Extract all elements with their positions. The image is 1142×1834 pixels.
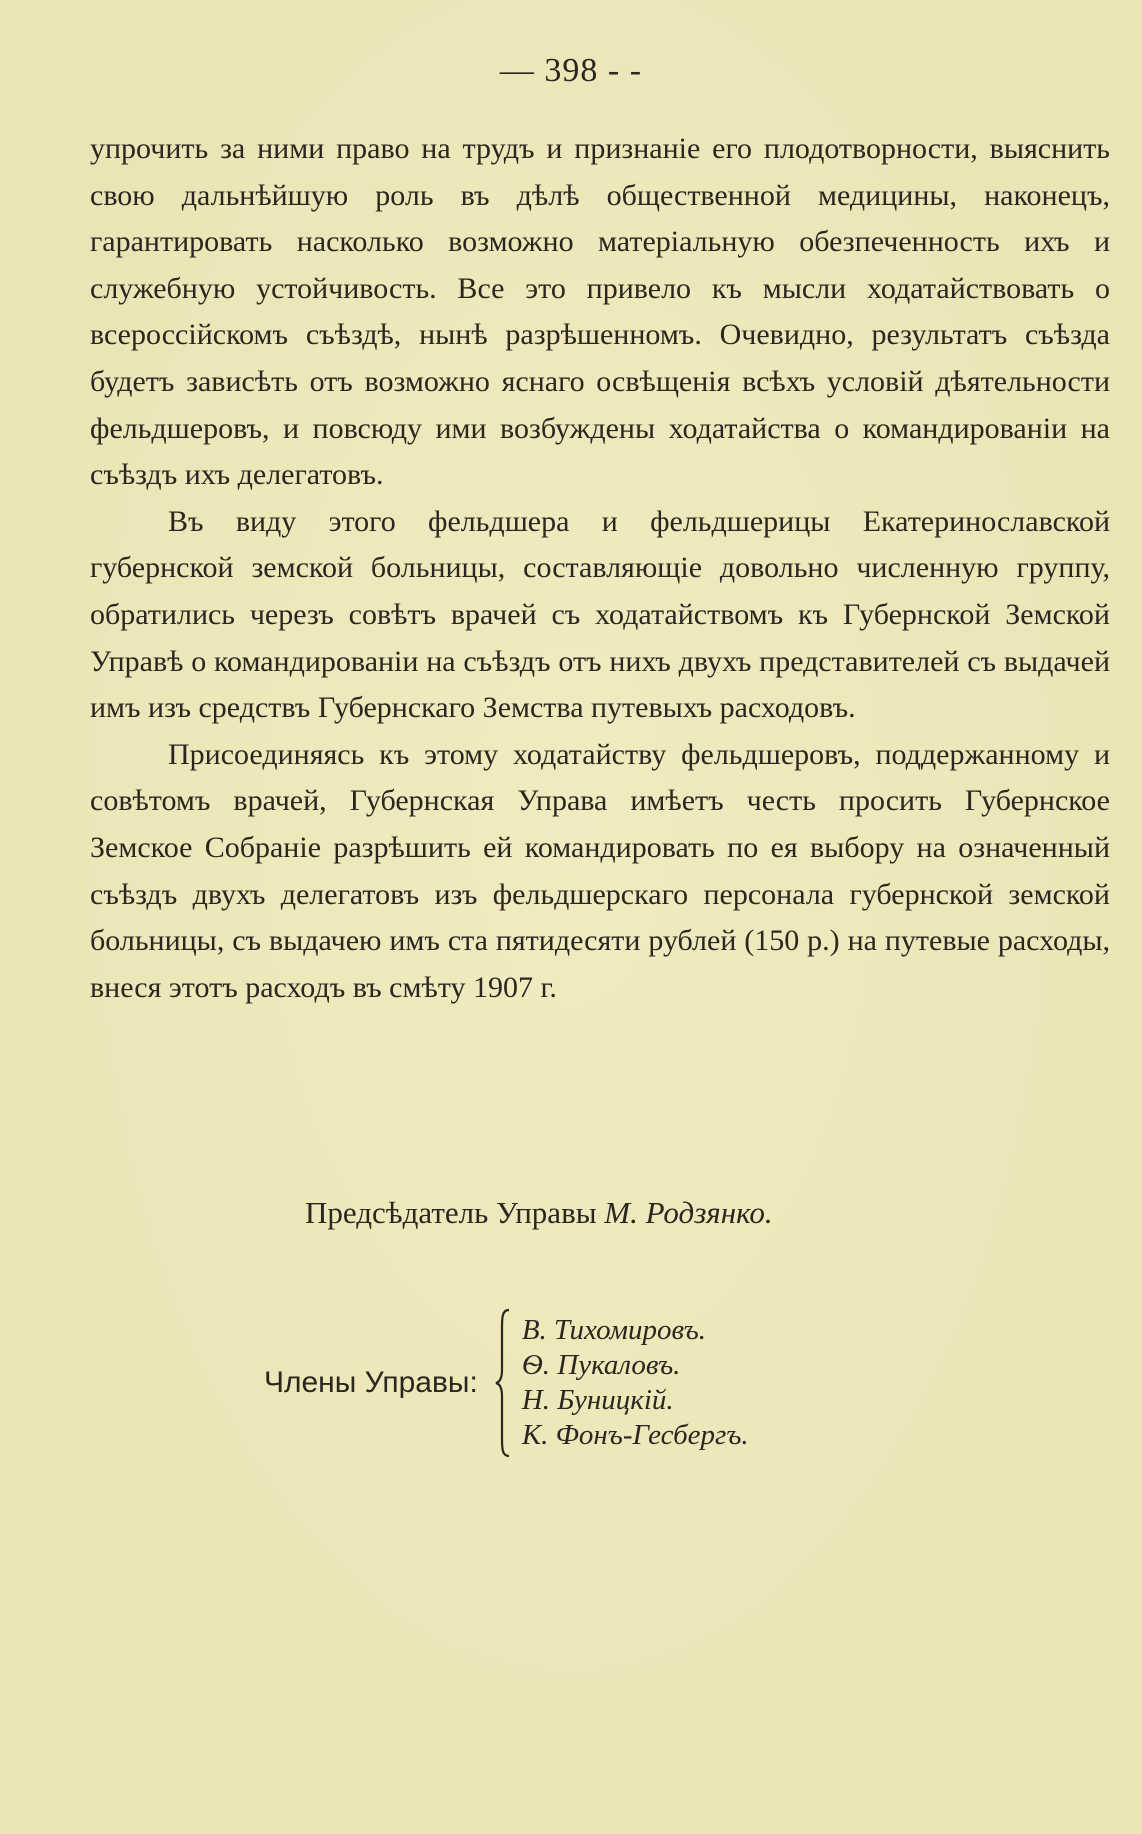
- paragraph-continued: упрочить за ними право на трудъ и признанiе его плодотворности, выяснить свою дальнѣйшую роль въ дѣлѣ общественной медицины, наконецъ, гарантировать насколько возможно матерiальную обезпеченность ихъ и служебную устойчивость. Все это привело къ мысли ходатайствовать о всероссiйскомъ съѣздѣ, нынѣ разрѣшенномъ. Очевидно, результатъ съѣзда будетъ зависѣть отъ возможно яснаго освѣщенiя всѣхъ условiй дѣятельности фельдшеровъ, и повсюду ими возбуждены ходатайства о командированiи на съѣздъ ихъ делегатовъ.: [90, 132, 1110, 492]
- member-name: Ѳ. Пукаловъ.: [521, 1349, 681, 1381]
- member-name: Н. Буницкiй.: [521, 1384, 674, 1416]
- members-label: Члены Управы:: [264, 1366, 478, 1399]
- chairman-title: Предсѣдатель Управы: [305, 1195, 597, 1230]
- curly-brace: [494, 1308, 512, 1458]
- members-list: [522, 1313, 749, 1453]
- document-body: [90, 126, 1110, 1011]
- paragraph: Присоединяясь къ этому ходатайству фельдшеровъ, поддержанному и совѣтомъ врачей, Губернская Управа имѣетъ честь просить Губернское Земское Собранiе разрѣшить ей командировать по ея выбору на означенный съѣздъ двухъ делегатовъ изъ фельдшерскаго персонала губернской земской больницы, съ выдачею имъ ста пятидесяти рублей (150 р.) на путевые расходы, внеся этотъ расходъ въ смѣту 1907 г.: [90, 737, 1110, 1004]
- member-name: В. Тихомировъ.: [521, 1314, 707, 1346]
- board-members-block: [264, 1308, 749, 1458]
- member-name: К. Фонъ-Гесбергъ.: [521, 1419, 749, 1451]
- chairman-name: М. Родзянко.: [604, 1195, 773, 1230]
- chairman-signature: [305, 1195, 773, 1231]
- paragraph: Въ виду этого фельдшера и фельдшерицы Екатеринославской губернской земской больницы, составляющiе довольно численную группу, обратились черезъ совѣтъ врачей съ ходатайствомъ къ Губернской Земской Управѣ о командированiи на съѣздъ отъ нихъ двухъ представителей съ выдачей имъ изъ средствъ Губернскаго Земства путевыхъ расходовъ.: [90, 504, 1110, 725]
- page-number: — 398 - -: [499, 52, 643, 89]
